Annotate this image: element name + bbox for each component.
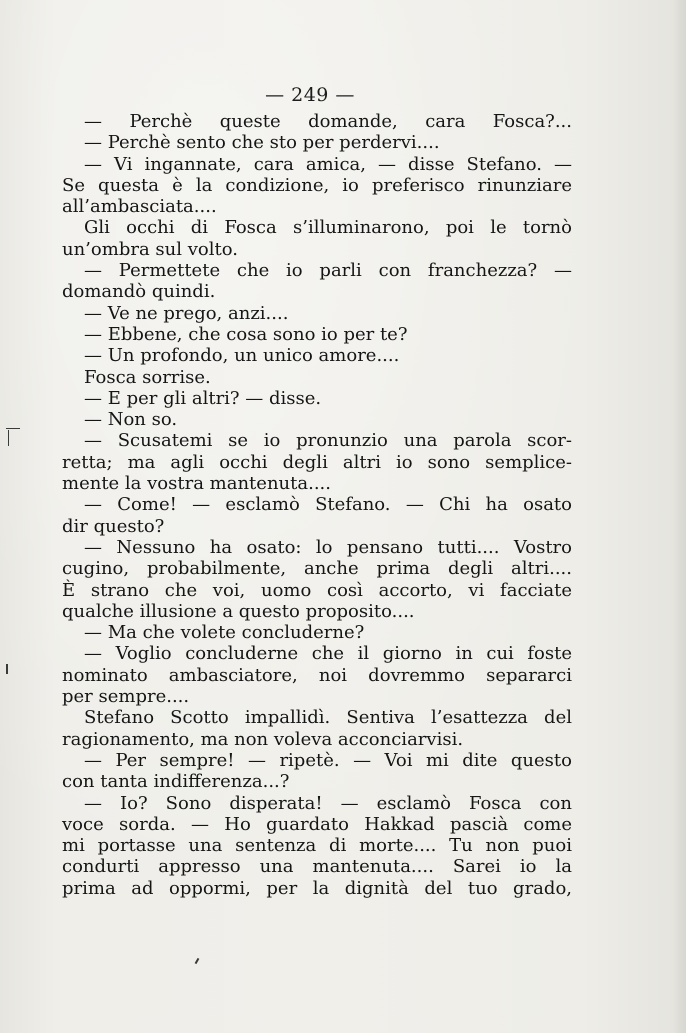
text-line: retta; ma agli occhi degli altri io sono semplice- (62, 451, 572, 473)
text-line: — Un profondo, un unico amore.... (84, 345, 400, 367)
text-line: all’ambasciata.... (62, 196, 217, 218)
text-line: per sempre.... (62, 686, 190, 708)
text-line: mente la vostra mantenuta.... (62, 473, 331, 495)
text-line: condurti appresso una mantenuta.... Sarei io la (62, 856, 572, 878)
text-line: Fosca sorrise. (84, 366, 211, 388)
text-line: domandò quindi. (62, 281, 216, 303)
text-line: nominato ambasciatore, noi dovremmo separarci (62, 664, 572, 686)
text-line: — Voglio concluderne che il giorno in cui foste (84, 643, 572, 665)
text-line: qualche illusione a questo proposito.... (62, 600, 415, 622)
text-line: — Ebbene, che cosa sono io per te? (84, 323, 408, 345)
text-line: — Perchè queste domande, cara Fosca?... (84, 111, 572, 132)
text-line: mi portasse una sentenza di morte.... Tu non puoi (62, 835, 572, 857)
text-line: prima ad oppormi, per la dignità del tuo grado, (62, 877, 572, 899)
text-line: dir questo? (62, 515, 165, 537)
text-line: voce sorda. — Ho guardato Hakkad pascià come (62, 813, 572, 835)
text-line: un’ombra sul volto. (62, 238, 238, 260)
text-line: — Come! — esclamò Stefano. — Chi ha osato (84, 494, 572, 516)
text-line: — Io? Sono disperata! — esclamò Fosca con (84, 792, 572, 814)
text-line: — Scusatemi se io pronunzio una parola scor- (84, 430, 572, 452)
text-line: Gli occhi di Fosca s’illuminarono, poi le tornò (84, 217, 572, 239)
text-line: Se questa è la condizione, io preferisco rinunziare (62, 174, 572, 196)
text-line: ragionamento, ma non voleva acconciarvisi. (62, 728, 464, 750)
body-text (62, 111, 572, 899)
text-line: cugino, probabilmente, anche prima degli altri.... (62, 558, 572, 580)
ink-speck (195, 958, 200, 964)
text-line: — Permettete che io parli con franchezza? — (84, 260, 572, 282)
margin-mark (6, 664, 8, 674)
margin-mark (8, 430, 9, 446)
text-line: — Vi ingannate, cara amica, — disse Stefano. — (84, 153, 572, 175)
text-line: È strano che voi, uomo così accorto, vi facciate (62, 579, 572, 601)
page-edge-shadow (672, 0, 686, 1033)
text-line: — Nessuno ha osato: lo pensano tutti.... Vostro (84, 536, 572, 558)
text-line: — Non so. (84, 409, 178, 431)
text-line: — Perchè sento che sto per perdervi.... (84, 132, 440, 154)
page-number: — 249 — (265, 84, 355, 106)
text-line: — Ve ne prego, anzi.... (84, 302, 289, 324)
text-line: — Per sempre! — ripetè. — Voi mi dite questo (84, 749, 572, 771)
text-line: Stefano Scotto impallidì. Sentiva l’esattezza del (84, 707, 572, 729)
margin-mark (6, 428, 20, 429)
text-line: — E per gli altri? — disse. (84, 387, 322, 409)
text-line: con tanta indifferenza...? (62, 771, 290, 793)
text-line: — Ma che volete concluderne? (84, 622, 365, 644)
